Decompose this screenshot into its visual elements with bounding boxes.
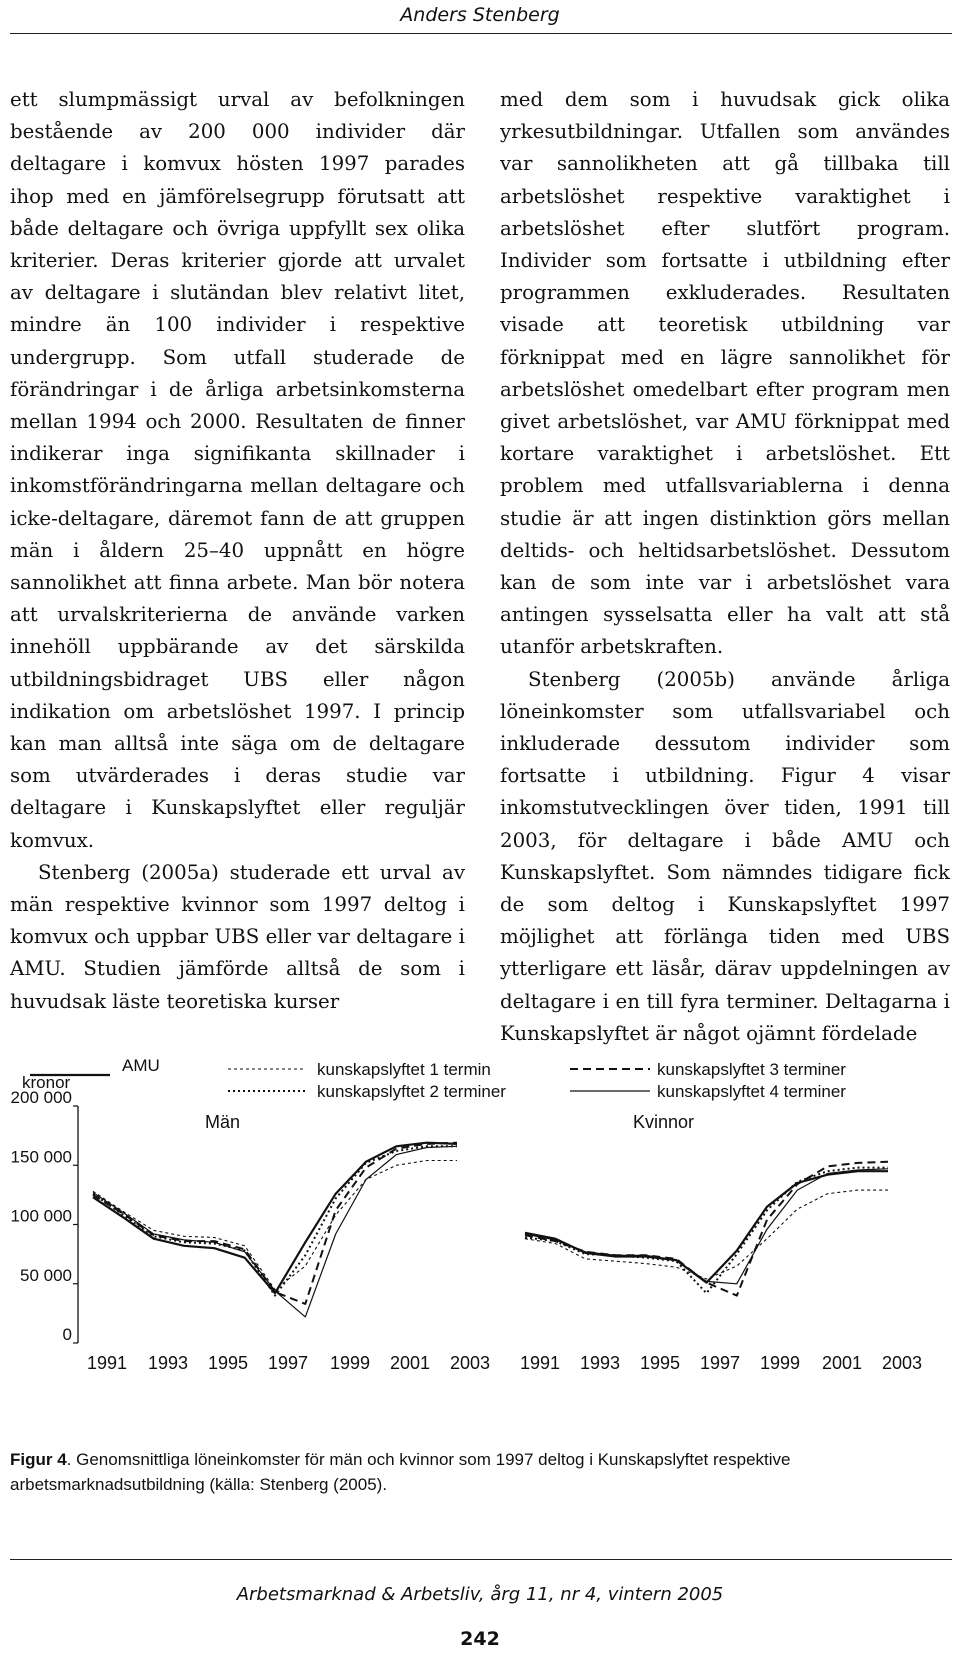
x-tick-label-0-0: 1991	[86, 1353, 128, 1373]
x-tick-label-1-6: 2003	[881, 1353, 923, 1373]
series-0-1	[93, 1161, 457, 1290]
left-paragraph-2: Stenberg (2005a) studerade ett urval av män respektive kvinnor som 1997 deltog i komvux och uppbar UBS eller var deltagare i AMU. Studien jämförde alltså de som i huvudsak läste teoretiska kurser	[10, 860, 465, 1013]
x-tick-label-0-5: 2001	[389, 1353, 431, 1373]
figure-label: Figur 4	[10, 1450, 67, 1469]
y-tick-label-1: 50 000	[20, 1265, 72, 1285]
right-paragraph-2: Stenberg (2005b) använde årliga löneinkomster som utfallsvariabel och inkluderade dessutom individer som fortsatte i utbildning. Figur 4 visar inkomstutvecklingen över tiden, 1991 till 2003, för deltagare i både AMU och Kunskapslyftet. Som nämndes tidigare fick de som deltog i Kunskapslyftet 1997 möjlighet att förlänga tiden med UBS ytterligare ett läsår, därav uppdelningen av deltagare i en till fyra terminer. Deltagarna i Kunskapslyftet är något ojämnt fördelade	[500, 667, 950, 1045]
right-column	[500, 84, 950, 1050]
y-tick-label-4: 200 000	[10, 1088, 72, 1107]
income-line-chart	[0, 1056, 960, 1440]
x-tick-label-1-4: 1999	[759, 1353, 801, 1373]
x-tick-label-0-2: 1995	[207, 1353, 249, 1373]
series-0-2	[93, 1146, 457, 1295]
legend-label-0: AMU	[122, 1056, 160, 1075]
series-1-0	[525, 1171, 888, 1282]
legend-label-4: kunskapslyftet 4 terminer	[657, 1082, 846, 1101]
legend-label-3: kunskapslyftet 3 terminer	[657, 1060, 846, 1079]
x-tick-label-0-3: 1997	[267, 1353, 309, 1373]
x-tick-label-0-1: 1993	[147, 1353, 189, 1373]
x-tick-label-1-2: 1995	[639, 1353, 681, 1373]
footer-rule	[10, 1559, 952, 1560]
running-header: Anders Stenberg	[400, 4, 560, 26]
x-tick-label-1-0: 1991	[519, 1353, 561, 1373]
x-tick-label-1-3: 1997	[699, 1353, 741, 1373]
header-rule	[10, 33, 952, 34]
figure-caption-text: . Genomsnittliga löneinkomster för män och kvinnor som 1997 deltog i Kunskapslyftet respektive arbetsmarknadsutbildning (källa: Stenberg (2005).	[10, 1450, 791, 1494]
x-tick-label-1-1: 1993	[579, 1353, 621, 1373]
y-tick-label-2: 100 000	[10, 1206, 72, 1226]
left-column	[10, 84, 465, 1018]
legend-label-1: kunskapslyftet 1 termin	[317, 1060, 491, 1079]
y-tick-label-0: 0	[62, 1325, 72, 1344]
y-tick-label-3: 150 000	[10, 1147, 72, 1167]
legend-label-2: kunskapslyftet 2 terminer	[317, 1082, 506, 1101]
series-0-3	[93, 1143, 457, 1304]
left-paragraph-1: ett slumpmässigt urval av befolkningen bestående av 200 000 individer där deltagare i komvux hösten 1997 parades ihop med en jämförelsegrupp förutsatt att både deltagare och övriga uppfyllt sex olika kriterier. Deras kriterier gjorde att urvalet av deltagare i slutändan blev relativt litet, mindre än 100 individer i respektive undergrupp. Som utfall studerade de förändringar i de årliga arbetsinkomsterna mellan 1994 och 2000. Resultaten de finner indikerar inga signifikanta skillnader i inkomstförändringarna mellan deltagare och icke-deltagare, däremot fann de att gruppen män i åldern 25–40 uppnått en högre sannolikhet att finna arbete. Man bör notera att urvalskriterierna de använde varken innehöll uppbärande av det särskilda utbildningsbidraget UBS eller någon indikation om arbetslöshet 1997. I princip kan man alltså inte säga om de deltagare som utvärderades i deras studie var deltagare i Kunskapslyftet eller reguljär komvux.	[10, 88, 465, 852]
x-tick-label-1-5: 2001	[821, 1353, 863, 1373]
series-1-3	[525, 1162, 888, 1296]
figure-caption	[10, 1447, 950, 1497]
series-1-2	[525, 1168, 888, 1294]
panel-title-0: Män	[205, 1112, 241, 1132]
page-number: 242	[460, 1628, 500, 1650]
y-axis-title: kronor	[22, 1073, 71, 1092]
series-1-1	[525, 1190, 888, 1279]
x-tick-label-0-6: 2003	[449, 1353, 491, 1373]
journal-footer: Arbetsmarknad & Arbetsliv, årg 11, nr 4, vintern 2005	[236, 1584, 724, 1605]
panel-title-1: Kvinnor	[633, 1112, 695, 1132]
x-tick-label-0-4: 1999	[329, 1353, 371, 1373]
series-0-0	[93, 1143, 457, 1294]
series-1-4	[525, 1169, 888, 1284]
right-paragraph-1: med dem som i huvudsak gick olika yrkesutbildningar. Utfallen som användes var sannolikheten att gå tillbaka till arbetslöshet respektive varaktighet i arbetslöshet efter slutfört program. Individer som fortsatte i utbildning efter programmen exkluderades. Resultaten visade att teoretisk utbildning var förknippat med en lägre sannolikhet för arbetslöshet omedelbart efter program men givet arbetslöshet, var AMU förknippat med kortare varaktighet i arbetslöshet. Ett problem med utfallsvariablerna i denna studie är att ingen distinktion görs mellan deltids- och heltidsarbetslöshet. Dessutom kan de som inte var i arbetslöshet vara antingen sysselsatta eller ha valt att stå utanför arbetskraften.	[500, 88, 950, 659]
